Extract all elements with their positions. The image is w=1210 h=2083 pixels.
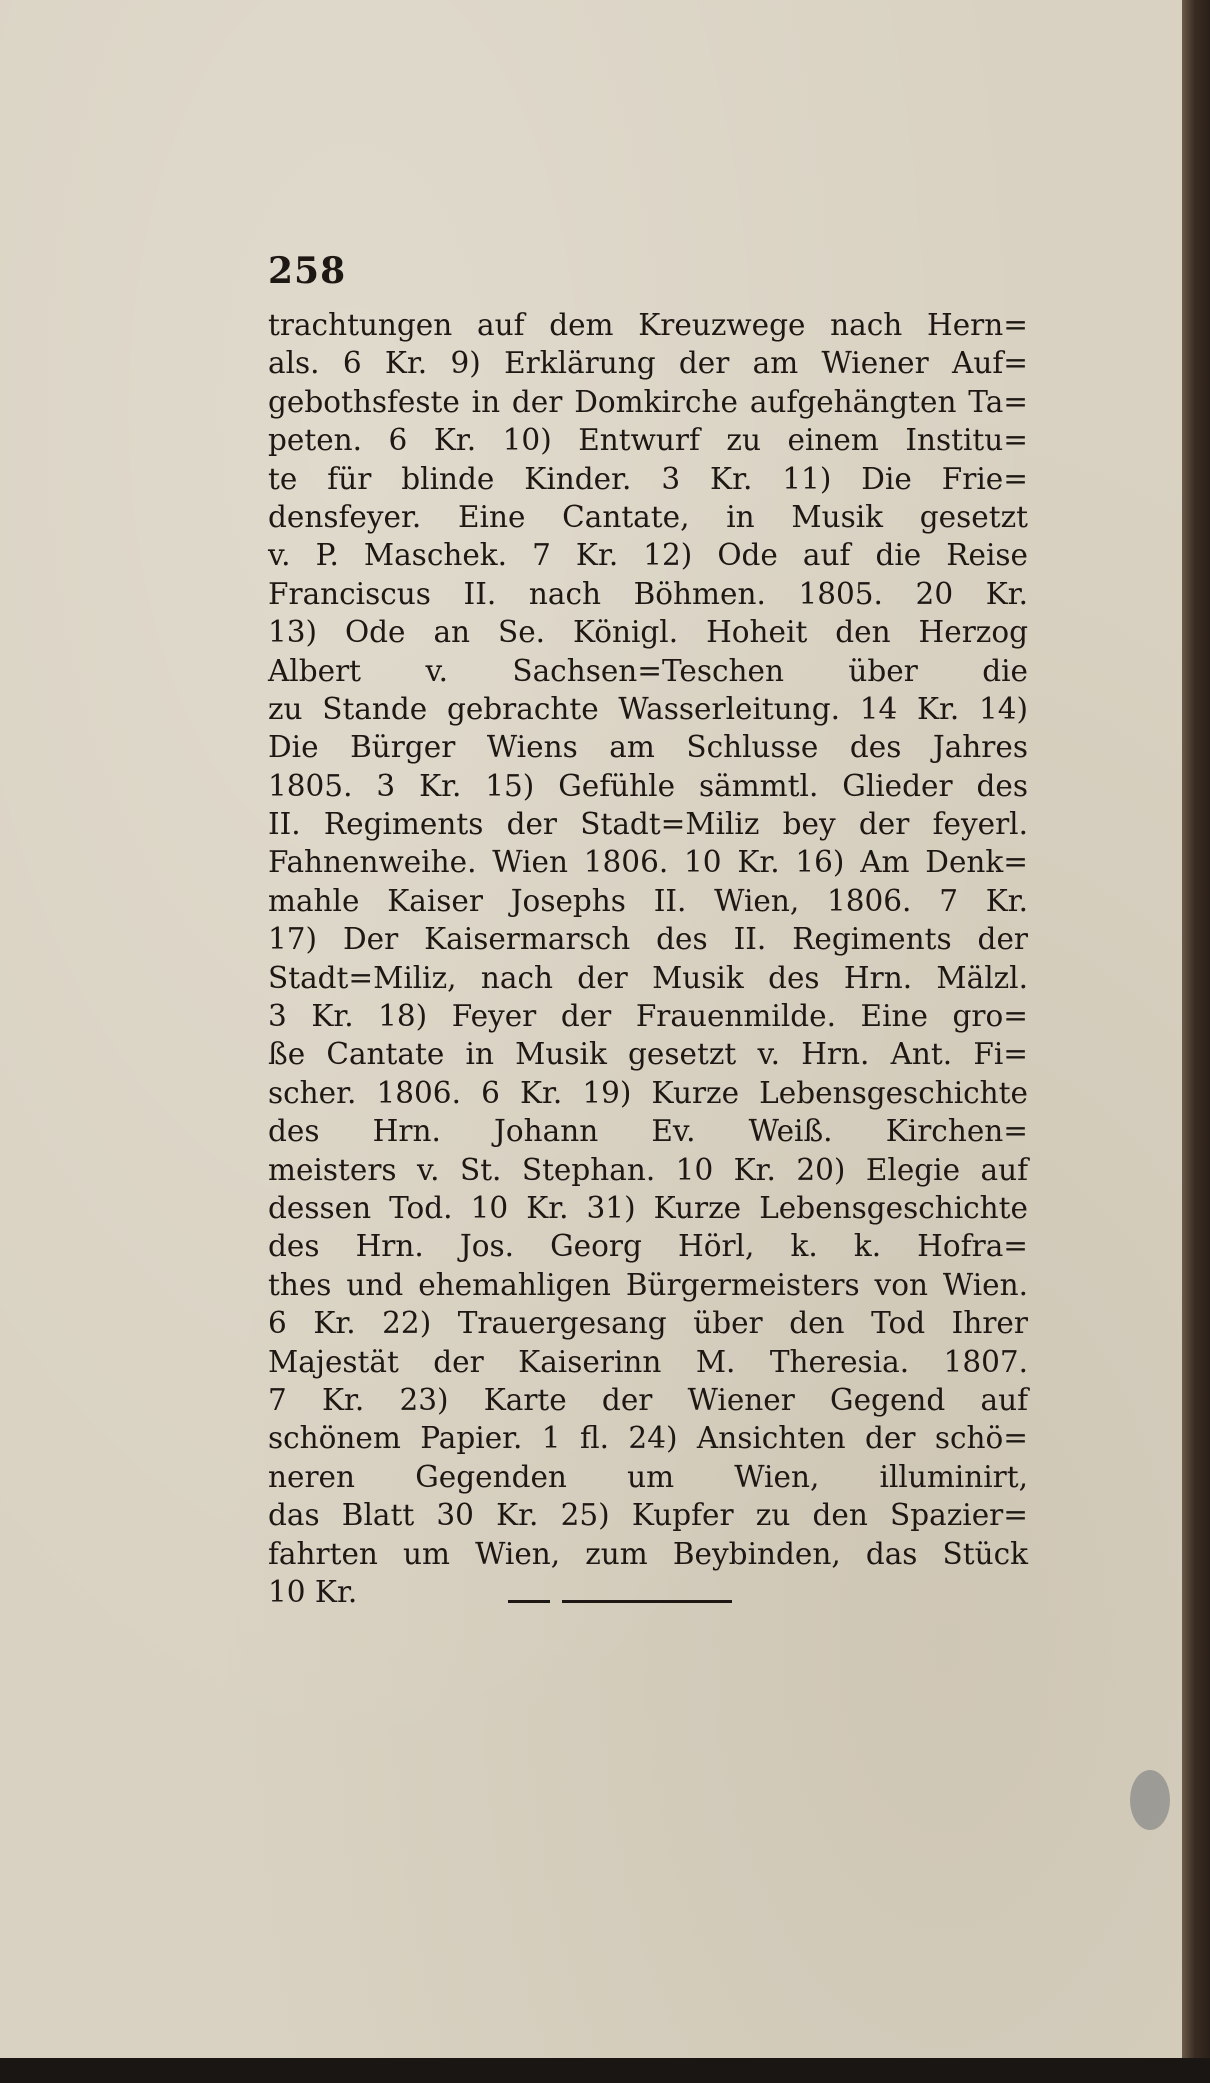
- text-line: mahle Kaiser Josephs II. Wien, 1806. 7 Kr.: [268, 883, 1028, 918]
- divider-rule: [508, 1600, 550, 1603]
- text-line: thes und ehemahligen Bürgermeisters von Wien.: [268, 1267, 1028, 1302]
- divider-rule: [562, 1600, 732, 1603]
- text-line: Majestät der Kaiserinn M. Theresia. 1807.: [268, 1344, 1028, 1379]
- catalog-text-block: [268, 306, 1028, 1611]
- text-line: 17) Der Kaisermarsch des II. Regiments der: [268, 922, 1028, 957]
- text-line: des Hrn. Johann Ev. Weiß. Kirchen=: [268, 1114, 1028, 1149]
- text-line: Franciscus II. nach Böhmen. 1805. 20 Kr.: [268, 576, 1028, 611]
- text-line: dessen Tod. 10 Kr. 31) Kurze Lebensgeschichte: [268, 1190, 1028, 1225]
- text-line: v. P. Maschek. 7 Kr. 12) Ode auf die Reise: [268, 538, 1028, 573]
- text-line: te für blinde Kinder. 3 Kr. 11) Die Frie=: [268, 461, 1028, 496]
- text-line: II. Regiments der Stadt=Miliz bey der feyerl.: [268, 807, 1028, 842]
- text-line: 6 Kr. 22) Trauergesang über den Tod Ihrer: [268, 1306, 1028, 1341]
- text-line: schönem Papier. 1 fl. 24) Ansichten der schö=: [268, 1421, 1028, 1456]
- text-line: Fahnenweihe. Wien 1806. 10 Kr. 16) Am Denk=: [268, 845, 1028, 880]
- text-line: densfeyer. Eine Cantate, in Musik gesetzt: [268, 499, 1028, 534]
- book-bottom-edge: [0, 2058, 1210, 2083]
- text-line: 1805. 3 Kr. 15) Gefühle sämmtl. Glieder des: [268, 768, 1028, 803]
- text-line: zu Stande gebrachte Wasserleitung. 14 Kr. 14): [268, 691, 1028, 726]
- page-number: 258: [268, 250, 347, 292]
- text-line: gebothsfeste in der Domkirche aufgehängten Ta=: [268, 384, 1028, 419]
- text-line: 3 Kr. 18) Feyer der Frauenmilde. Eine gro=: [268, 999, 1028, 1034]
- text-line: 13) Ode an Se. Königl. Hoheit den Herzog: [268, 615, 1028, 650]
- text-line: 7 Kr. 23) Karte der Wiener Gegend auf: [268, 1382, 1028, 1417]
- text-line: des Hrn. Jos. Georg Hörl, k. k. Hofra=: [268, 1229, 1028, 1264]
- text-line: trachtungen auf dem Kreuzwege nach Hern=: [268, 308, 1028, 342]
- book-binding-edge: [1182, 0, 1210, 2083]
- text-line: meisters v. St. Stephan. 10 Kr. 20) Elegie auf: [268, 1152, 1028, 1187]
- text-line: scher. 1806. 6 Kr. 19) Kurze Lebensgeschichte: [268, 1075, 1028, 1110]
- text-line: fahrten um Wien, zum Beybinden, das Stück: [268, 1536, 1028, 1571]
- text-line: ße Cantate in Musik gesetzt v. Hrn. Ant. Fi=: [268, 1037, 1028, 1072]
- text-line: 10 Kr.: [268, 1574, 358, 1609]
- text-line: Stadt=Miliz, nach der Musik des Hrn. Mälzl.: [268, 960, 1028, 995]
- text-line: peten. 6 Kr. 10) Entwurf zu einem Institu=: [268, 423, 1028, 458]
- text-line: Albert v. Sachsen=Teschen über die: [268, 653, 1028, 688]
- text-line: neren Gegenden um Wien, illuminirt,: [268, 1459, 1028, 1494]
- paper-stain: [1130, 1770, 1170, 1830]
- text-line: Die Bürger Wiens am Schlusse des Jahres: [268, 730, 1028, 765]
- text-line: das Blatt 30 Kr. 25) Kupfer zu den Spazier=: [268, 1498, 1028, 1533]
- text-line: als. 6 Kr. 9) Erklärung der am Wiener Auf=: [268, 346, 1028, 381]
